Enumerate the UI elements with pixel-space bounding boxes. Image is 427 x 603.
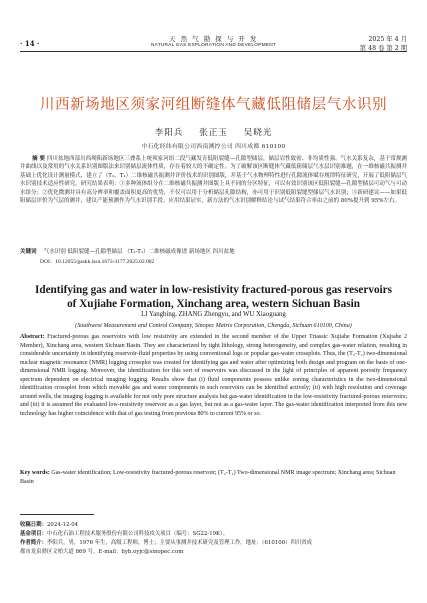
fund-text: 中石化石油工程技术服务股份有限公司科技攻关项目（编号：SG22-19K）。 xyxy=(46,531,229,537)
keywords-en-text: Gas-water identification; Low-resistivity fractured-porous reservoir; (T₂-T₁) Two-dimensional NMR image spectrum; Xinchang area; Sichuan Basin xyxy=(20,470,396,485)
article-title-en: Identifying gas and water in low-resistivity fractured-porous gas reservoirs of Xujiahe Formation, Xinchang area, western Sichuan Basin xyxy=(35,284,392,311)
abstract-cn xyxy=(20,155,407,205)
affiliation-cn: 中石化经纬有限公司西南测控公司 四川成都 610100 xyxy=(141,144,286,150)
abstract-cn-label: 摘 要 xyxy=(32,156,46,162)
abstract-cn-text: 四川盆地西部川西坳陷新场地区三叠系上统须家河组二段气藏发育低阻裂缝—孔隙型储层，储层岩性致密、非均质性强、气水关系复杂，基于常规测井曲线以及常用的气水关系识别图版法来识别储层流体性质，存在着较大的不确定性。为了破解该区断缝体气藏低阻储层气水层识别难题，在一维核磁共振测井基础上优化设计测量模式，建立了（T₂、T₁）二维核磁共振测井评价技术的识别图版，并基于气水物理特性进行孔隙流体赋存规律特征研究，开展了低阻储层气水识别技术适应性研究。研究结果表明：①多种流体组分在二维核磁共振测井图版上具不同的分区特征，可以有效识别该区低阻裂缝—孔隙型储层可动气与可动水组分；②优化微测井具有高分辨率和覆盖面积更高的优势，不仅可以用于分析储层孔隙结构，亦可用于识别低阻裂缝型储层气水识别；③新研建议——如果低阻储层评价为气层的测井，建议产能预测作为气水识别手段。应用结果证实，新方法的气水识别解释结论与试气结果符合率由之前的 80%提升到 95%左右。 xyxy=(20,156,407,205)
keywords-en xyxy=(20,469,407,486)
abstract-en-text: Fractured-porous gas reservoirs with low resistivity are extended in the second member of the Upper Triassic Xujiahe Formation (Xujiahe 2 Member), Xinchang area, western Sichuan Basin. They are characterized by tight lithology, strong heterogeneity, and complex gas-water relation, resulting in considerable uncertainty in identifying reservoir-fluid properties by using conventional logs or popular gas-water crossplots. Thus, the (T₂-T₁) two-dimensional nuclear magnetic resonance (NMR) logging crossplot was created for identifying gas and water after optimizing both design and program on the basis of one-dimensional NMR logging. Moreover, the identification for this sort of reservoirs was discussed in the light of principles of apparent porosity frequency spectrum dependent on electrical imaging logging. Results show that (i) fluid components possess unlike zoning characteristics in the two-dimensional identification crossplot from which movable gas and water components in such reservoirs can be identified actively; (ii) with high resolution and coverage around wells, the imaging logging is available for not only pore structure analysis but gas-water identification in the low-resistivity fractured-porous reservoirs; and (iii) it is assumed the evaluated low-resistivity reservoir as a gas layer, but not as a gas-water layer. The gas-water identification interpreted from this new technology has higher coincidence with that of gas testing from previous 80% to current 95% or so. xyxy=(20,334,407,417)
footnote-rule xyxy=(20,514,94,515)
fund-label: 基金项目： xyxy=(20,531,47,537)
page-header xyxy=(0,0,427,50)
received-label: 收稿日期： xyxy=(20,522,47,528)
footnote-received xyxy=(20,521,407,529)
footnote-author xyxy=(20,539,407,547)
footnote-fund xyxy=(20,530,407,538)
volume-issue: 第 48 卷 第 2 期 xyxy=(359,45,407,52)
author-bio-line1: 李阳兵，男，1976 年生，高级工程师，博士；主要从事测井技术研究及管理工作。地址：（610100）四川省成 xyxy=(46,540,313,546)
abstract-en-label: Abstract: xyxy=(20,334,45,340)
article-title-cn: 川西新场地区须家河组断缝体气藏低阻储层气水识别 xyxy=(39,97,388,113)
journal-name-cn: 天 然 气 勘 探 与 开 发 xyxy=(169,35,258,43)
header-rule xyxy=(20,51,407,52)
keywords-en-label: Key words: xyxy=(20,470,50,476)
author-label: 作者简介： xyxy=(20,540,47,546)
footnote-author-cont xyxy=(20,548,407,556)
received-date: 2024-12-04 xyxy=(46,522,79,528)
journal-name-en: NATURAL GAS EXPLORATION AND DEVELOPMENT xyxy=(151,43,276,48)
abstract-en xyxy=(20,333,407,418)
affiliation-en: (Southwest Measurement and Control Company, Sinopec Matrix Corporation, Chengdu, Sichuan 610100, China) xyxy=(75,323,352,329)
author-bio-line2: 都市龙泉驿区文柏大道 869 号。E-mail：liyb.oyjc@sinopec.com xyxy=(20,549,184,555)
keywords-cn-text: 气水识别 低阻裂缝—孔隙型储层 （T₂-T₁）二维核磁成像谱 新场地区 四川盆地 xyxy=(43,249,235,255)
issue-date: 2025 年 4 月 xyxy=(368,36,407,43)
keywords-cn xyxy=(20,248,407,256)
authors-en: LI Yangbing, ZHANG Zhengyu, and WU Xiaoguang xyxy=(141,311,286,318)
authors-cn: 李阳兵 张正玉 吴晓光 xyxy=(154,128,273,138)
doi: DOI：10.12055/gaskk.issn.1673-3177.2025.02.002 xyxy=(40,259,155,265)
page-number: · 14 · xyxy=(20,39,40,48)
keywords-cn-label: 关键词 xyxy=(20,249,37,255)
